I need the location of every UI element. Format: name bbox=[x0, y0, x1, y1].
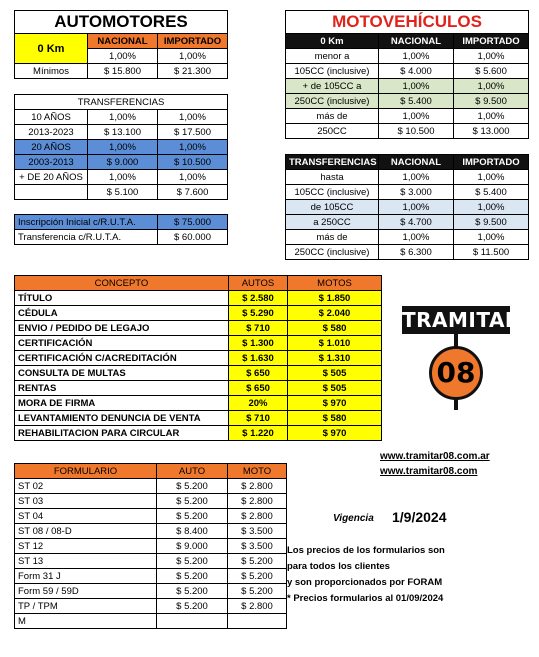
automotores-table bbox=[14, 10, 228, 79]
concepto-moto-value: $ 1.850 bbox=[288, 291, 382, 306]
concepto-label: ENVIO / PEDIDO DE LEGAJO bbox=[15, 321, 229, 336]
table-row-label: + DE 20 AÑOS bbox=[15, 170, 88, 185]
table-cell: $ 10.500 bbox=[379, 124, 454, 139]
table-cell: $ 5.100 bbox=[88, 185, 158, 200]
concepto-label: RENTAS bbox=[15, 381, 229, 396]
concepto-moto-value: $ 580 bbox=[288, 321, 382, 336]
table-cell: 1,00% bbox=[158, 170, 228, 185]
form-auto-value: $ 5.200 bbox=[157, 599, 228, 614]
table-cell: 1,00% bbox=[88, 140, 158, 155]
moto-transfer-header: TRANSFERENCIAS bbox=[286, 155, 379, 170]
note-line-2: para todos los clientes bbox=[287, 561, 390, 572]
moto-header-nacional: NACIONAL bbox=[379, 34, 454, 49]
form-moto-value: $ 5.200 bbox=[228, 554, 287, 569]
table-row-label: 10 AÑOS bbox=[15, 110, 88, 125]
table-row-label: más de bbox=[286, 109, 379, 124]
transferencia-ruta-value: $ 60.000 bbox=[158, 230, 228, 245]
transferencias-moto-table bbox=[285, 154, 529, 260]
min-nacional: $ 15.800 bbox=[88, 64, 158, 79]
form-label: ST 03 bbox=[15, 494, 157, 509]
transferencias-auto-table bbox=[14, 94, 228, 200]
pct-nacional: 1,00% bbox=[88, 49, 158, 64]
table-cell: $ 6.300 bbox=[379, 245, 454, 260]
table-cell: 1,00% bbox=[454, 79, 529, 94]
concepto-moto-value: $ 2.040 bbox=[288, 306, 382, 321]
table-row-label: + de 105CC a bbox=[286, 79, 379, 94]
table-cell: 1,00% bbox=[454, 109, 529, 124]
form-label: ST 13 bbox=[15, 554, 157, 569]
table-cell: $ 13.100 bbox=[88, 125, 158, 140]
concepto-auto-value: 20% bbox=[229, 396, 288, 411]
table-cell: 1,00% bbox=[379, 170, 454, 185]
table-row-label bbox=[15, 185, 88, 200]
form-auto-value: $ 5.200 bbox=[157, 494, 228, 509]
logo-text: TRAMITAR bbox=[402, 308, 521, 332]
table-row-label: 250CC bbox=[286, 124, 379, 139]
transferencias-auto-title: TRANSFERENCIAS bbox=[15, 95, 228, 110]
concepto-label: MORA DE FIRMA bbox=[15, 396, 229, 411]
form-auto-value: $ 5.200 bbox=[157, 479, 228, 494]
form-auto-value bbox=[157, 614, 228, 629]
table-cell: 1,00% bbox=[454, 170, 529, 185]
min-importado: $ 21.300 bbox=[158, 64, 228, 79]
moto-transfer-header-importado: IMPORTADO bbox=[454, 155, 529, 170]
concepto-moto-value: $ 970 bbox=[288, 426, 382, 441]
vigencia-label: Vigencia bbox=[333, 513, 374, 524]
auto-header: AUTO bbox=[157, 464, 228, 479]
concepto-label: TÍTULO bbox=[15, 291, 229, 306]
table-row-label: 2013-2023 bbox=[15, 125, 88, 140]
col-nacional: NACIONAL bbox=[88, 34, 158, 49]
website-link-ar[interactable]: www.tramitar08.com.ar bbox=[380, 451, 490, 462]
form-label: ST 02 bbox=[15, 479, 157, 494]
form-label: TP / TPM bbox=[15, 599, 157, 614]
table-cell: $ 5.400 bbox=[454, 185, 529, 200]
tramitar-logo bbox=[402, 306, 521, 410]
concepto-label: CÉDULA bbox=[15, 306, 229, 321]
formulario-table bbox=[14, 463, 287, 629]
table-cell: $ 9.000 bbox=[88, 155, 158, 170]
table-row-label: 2003-2013 bbox=[15, 155, 88, 170]
logo-number: 08 bbox=[436, 356, 476, 389]
table-cell: 1,00% bbox=[158, 140, 228, 155]
moto-header-0km: 0 Km bbox=[286, 34, 379, 49]
form-label: M bbox=[15, 614, 157, 629]
inscripcion-ruta-value: $ 75.000 bbox=[158, 215, 228, 230]
note-line-3: y son proporcionados por FORAM bbox=[287, 577, 443, 588]
table-cell: 1,00% bbox=[379, 109, 454, 124]
concepto-moto-value: $ 505 bbox=[288, 381, 382, 396]
form-auto-value: $ 5.200 bbox=[157, 554, 228, 569]
ruta-table bbox=[14, 214, 228, 245]
table-cell: $ 17.500 bbox=[158, 125, 228, 140]
table-row-label: de 105CC bbox=[286, 200, 379, 215]
formulario-header: FORMULARIO bbox=[15, 464, 157, 479]
pct-importado: 1,00% bbox=[158, 49, 228, 64]
table-cell: 1,00% bbox=[158, 110, 228, 125]
form-moto-value: $ 3.500 bbox=[228, 524, 287, 539]
table-cell: $ 4.000 bbox=[379, 64, 454, 79]
form-moto-value bbox=[228, 614, 287, 629]
concepto-moto-value: $ 505 bbox=[288, 366, 382, 381]
concepto-auto-value: $ 1.220 bbox=[229, 426, 288, 441]
form-label: Form 59 / 59D bbox=[15, 584, 157, 599]
form-label: ST 12 bbox=[15, 539, 157, 554]
form-moto-value: $ 3.500 bbox=[228, 539, 287, 554]
table-cell: 1,00% bbox=[454, 49, 529, 64]
moto-header-importado: IMPORTADO bbox=[454, 34, 529, 49]
table-cell: $ 9.500 bbox=[454, 215, 529, 230]
conceptos-table bbox=[14, 275, 382, 441]
motovehiculos-title: MOTOVEHÍCULOS bbox=[286, 11, 529, 34]
table-row-label: 105CC (inclusive) bbox=[286, 64, 379, 79]
note-line-4: * Precios formularios al 01/09/2024 bbox=[287, 593, 444, 604]
concepto-moto-value: $ 1.310 bbox=[288, 351, 382, 366]
form-moto-value: $ 5.200 bbox=[228, 584, 287, 599]
motovehiculos-table bbox=[285, 10, 529, 139]
form-label: Form 31 J bbox=[15, 569, 157, 584]
table-cell: $ 13.000 bbox=[454, 124, 529, 139]
concepto-label: REHABILITACION PARA CIRCULAR bbox=[15, 426, 229, 441]
col-importado: IMPORTADO bbox=[158, 34, 228, 49]
table-cell: 1,00% bbox=[454, 230, 529, 245]
concepto-label: LEVANTAMIENTO DENUNCIA DE VENTA bbox=[15, 411, 229, 426]
table-cell: $ 3.000 bbox=[379, 185, 454, 200]
table-row-label: menor a bbox=[286, 49, 379, 64]
concepto-label: CONSULTA DE MULTAS bbox=[15, 366, 229, 381]
table-row-label: 250CC (inclusive) bbox=[286, 94, 379, 109]
vigencia-date: 1/9/2024 bbox=[392, 509, 447, 525]
table-row-label: a 250CC bbox=[286, 215, 379, 230]
minimos-label: Mínimos bbox=[15, 64, 88, 79]
concepto-auto-value: $ 650 bbox=[229, 381, 288, 396]
table-cell: $ 11.500 bbox=[454, 245, 529, 260]
concepto-label: CERTIFICACIÓN bbox=[15, 336, 229, 351]
concepto-auto-value: $ 1.630 bbox=[229, 351, 288, 366]
table-cell: $ 5.600 bbox=[454, 64, 529, 79]
form-auto-value: $ 5.200 bbox=[157, 509, 228, 524]
logo-circle bbox=[429, 346, 483, 400]
table-row-label: 105CC (inclusive) bbox=[286, 185, 379, 200]
form-moto-value: $ 2.800 bbox=[228, 509, 287, 524]
inscripcion-ruta-label: Inscripción Inicial c/R.U.T.A. bbox=[15, 215, 158, 230]
table-row-label: más de bbox=[286, 230, 379, 245]
form-auto-value: $ 5.200 bbox=[157, 584, 228, 599]
table-cell: 1,00% bbox=[379, 79, 454, 94]
concepto-moto-value: $ 1.010 bbox=[288, 336, 382, 351]
table-row-label: 250CC (inclusive) bbox=[286, 245, 379, 260]
table-cell: $ 4.700 bbox=[379, 215, 454, 230]
form-moto-value: $ 2.800 bbox=[228, 494, 287, 509]
table-cell: $ 5.400 bbox=[379, 94, 454, 109]
table-cell: 1,00% bbox=[88, 170, 158, 185]
note-line-1: Los precios de los formularios son bbox=[287, 545, 445, 556]
website-link-com[interactable]: www.tramitar08.com bbox=[380, 466, 478, 477]
form-auto-value: $ 5.200 bbox=[157, 569, 228, 584]
form-moto-value: $ 2.800 bbox=[228, 479, 287, 494]
table-cell: $ 7.600 bbox=[158, 185, 228, 200]
form-auto-value: $ 8.400 bbox=[157, 524, 228, 539]
table-cell: 1,00% bbox=[454, 200, 529, 215]
form-label: ST 08 / 08-D bbox=[15, 524, 157, 539]
concepto-label: CERTIFICACIÓN C/ACREDITACIÓN bbox=[15, 351, 229, 366]
concepto-moto-value: $ 580 bbox=[288, 411, 382, 426]
concepto-auto-value: $ 1.300 bbox=[229, 336, 288, 351]
form-moto-value: $ 2.800 bbox=[228, 599, 287, 614]
table-cell: $ 9.500 bbox=[454, 94, 529, 109]
table-cell: 1,00% bbox=[88, 110, 158, 125]
concepto-moto-value: $ 970 bbox=[288, 396, 382, 411]
table-cell: 1,00% bbox=[379, 49, 454, 64]
zero-km-label: 0 Km bbox=[15, 34, 88, 64]
moto-header: MOTO bbox=[228, 464, 287, 479]
table-cell: 1,00% bbox=[379, 230, 454, 245]
form-moto-value: $ 5.200 bbox=[228, 569, 287, 584]
automotores-title: AUTOMOTORES bbox=[15, 11, 228, 34]
logo-text-box bbox=[402, 306, 521, 334]
concepto-auto-value: $ 650 bbox=[229, 366, 288, 381]
concepto-auto-value: $ 2.580 bbox=[229, 291, 288, 306]
concepto-auto-value: $ 710 bbox=[229, 321, 288, 336]
form-auto-value: $ 9.000 bbox=[157, 539, 228, 554]
table-row-label: hasta bbox=[286, 170, 379, 185]
table-cell: 1,00% bbox=[379, 200, 454, 215]
concepto-header: CONCEPTO bbox=[15, 276, 229, 291]
table-cell: $ 10.500 bbox=[158, 155, 228, 170]
form-label: ST 04 bbox=[15, 509, 157, 524]
table-row-label: 20 AÑOS bbox=[15, 140, 88, 155]
transferencia-ruta-label: Transferencia c/R.U.T.A. bbox=[15, 230, 158, 245]
concepto-auto-value: $ 710 bbox=[229, 411, 288, 426]
motos-header: MOTOS bbox=[288, 276, 382, 291]
concepto-auto-value: $ 5.290 bbox=[229, 306, 288, 321]
moto-transfer-header-nacional: NACIONAL bbox=[379, 155, 454, 170]
autos-header: AUTOS bbox=[229, 276, 288, 291]
